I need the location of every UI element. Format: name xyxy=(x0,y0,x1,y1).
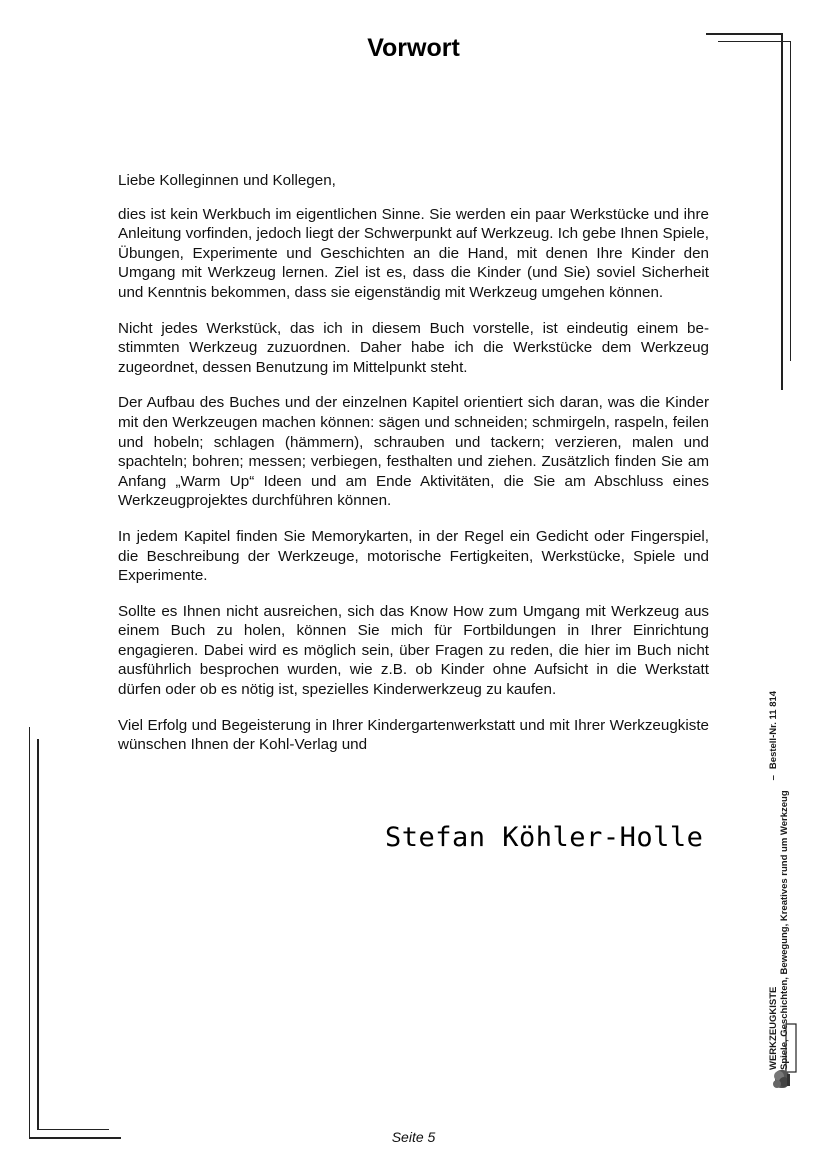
sidebar-book-subtitle: Spiele, Geschichten, Bewegung, Kreatives rund um Werkzeug xyxy=(779,790,790,1070)
frame-left-vertical-outer xyxy=(29,727,30,1138)
page-number: Seite 5 xyxy=(391,1129,436,1145)
sidebar-book-info xyxy=(768,610,827,1070)
paragraph-intro: dies ist kein Werkbuch im eigentlichen Sinne. Sie werden ein paar Werkstücke und ihre Anleitung vorfinden, jedoch liegt der Schwerpunkt auf Werkzeug. Ich gebe Ihnen Spiele, Übungen, Experimente und Geschichten an die Hand, mit denen Ihre Kinder den Umgang mit Werkzeug lernen. Ziel ist es, dass die Kinder (und Sie) soviel Sicherheit und Kenntnis bekommen, dass sie eigenständig mit Werkzeug umgehen können. xyxy=(118,205,709,301)
paragraph-training: Sollte es Ihnen nicht ausreichen, sich das Know How zum Umgang mit Werkzeug aus einem Buch zu holen, können Sie mich für Fortbildungen in Ihrer Einrichtung engagieren. Dabei wird es möglich sein, über Fragen zu reden, die hier im Buch nicht ausführlich besprochen wurden, wie z.B. ob Kinder ohne Aufsicht in die Werkstatt dürfen oder ob es nötig ist, spezielles Kinderwerkzeug zu kaufen. xyxy=(118,602,709,699)
greeting-line: Liebe Kolleginnen und Kollegen, xyxy=(118,172,336,189)
paragraph-structure: Der Aufbau des Buches und der einzelnen Kapitel orientiert sich daran, was die Kinder mit den Werkzeugen machen können: sägen und schneiden; schmirgeln, raspeln, feilen und hobeln; schlagen (hämmern), schrauben und tackern; verzieren, malen und spachteln; bohren; messen; verbiegen, festhalten und ziehen. Zusätzlich finden Sie am Anfang „Warm Up“ Ideen und am Ende Aktivitäten, die Sie am Abschluss eines Werkzeugprojektes durchführen können. xyxy=(118,394,709,510)
frame-left-vertical-inner xyxy=(37,739,39,1130)
paragraph-closing: Viel Erfolg und Begeisterung in Ihrer Kindergartenwerkstatt und mit Ihrer Werkzeugkiste wünschen Ihnen der Kohl-Verlag und xyxy=(118,716,709,754)
sidebar-dash: – xyxy=(768,775,779,781)
paragraph-workpieces: Nicht jedes Werkstück, das ich in diesem Buch vorstelle, ist eindeutig einem bestimmten Werkzeug zuzuordnen. Daher habe ich die Werkstücke dem Werkzeug zugeordnet, dessen Benutzung im Mittelpunkt steht. xyxy=(118,319,709,376)
sidebar-order-number: Bestell-Nr. 11 814 xyxy=(768,690,779,770)
frame-right-vertical-outer xyxy=(781,33,783,390)
frame-right-vertical-inner xyxy=(790,41,791,361)
paragraph-chapter-contents: In jedem Kapitel finden Sie Memorykarten, in der Regel ein Gedicht oder Fingerspiel, die Beschreibung der Werkzeuge, motorische Fertigkeiten, Werkstücke, Spiele und Experimente. xyxy=(118,527,709,585)
author-signature: Stefan Köhler-Holle xyxy=(385,822,704,853)
page-title: Vorwort xyxy=(367,34,460,62)
publisher-logo-icon xyxy=(769,1022,799,1092)
sidebar-book-title: WERKZEUGKISTE xyxy=(768,986,779,1070)
foreword-body xyxy=(118,171,709,771)
